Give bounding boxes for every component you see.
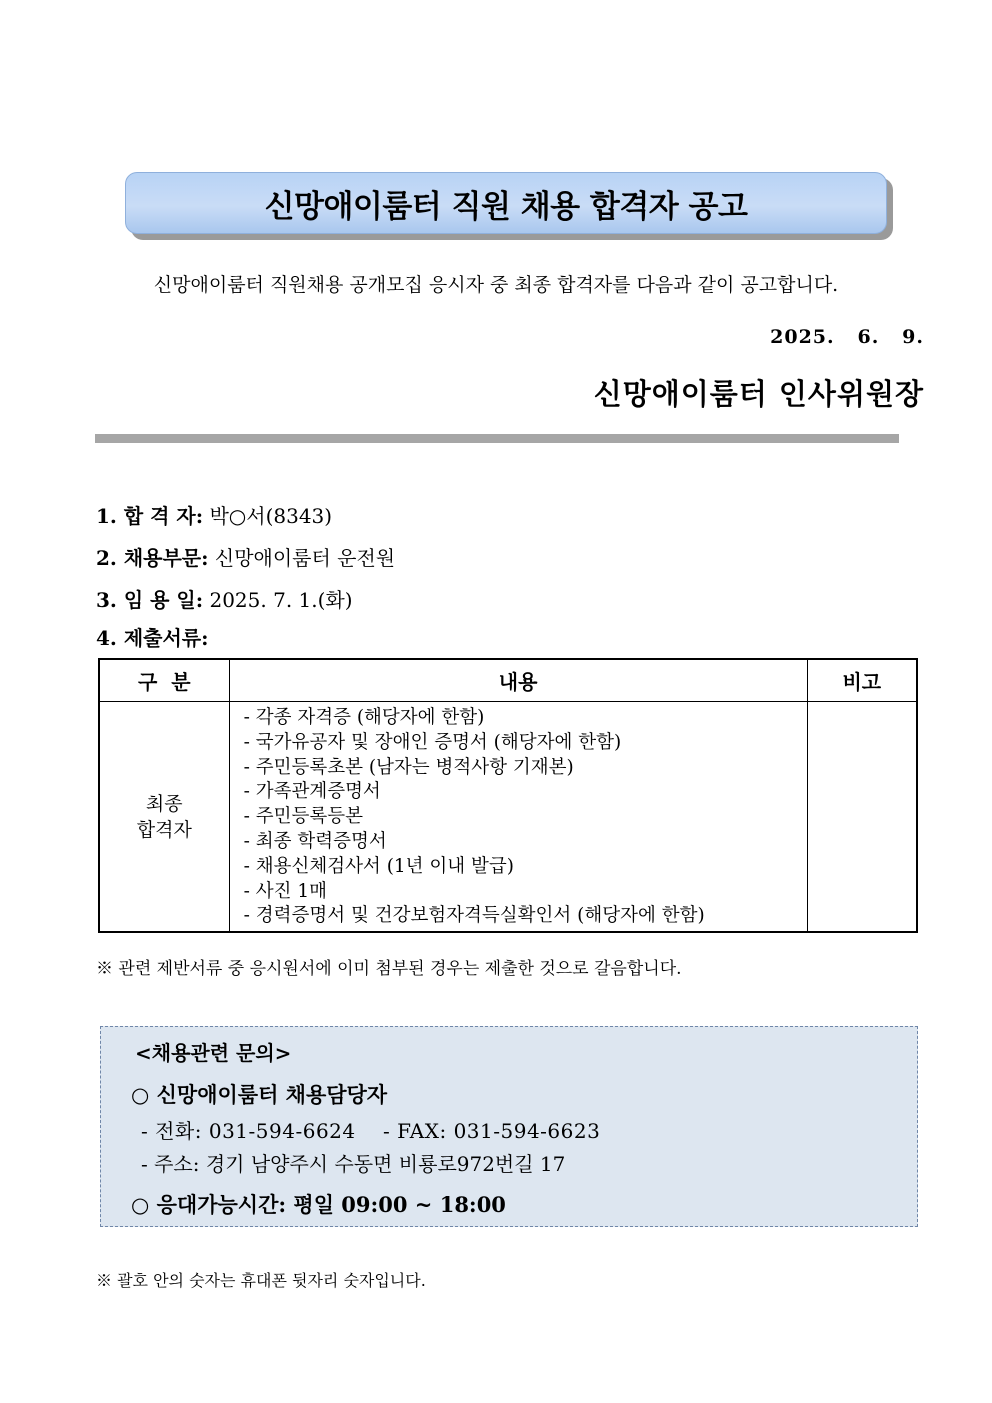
contact-manager: ○ 신망애이룸터 채용담당자 <box>131 1082 388 1107</box>
item-value: 신망애이룸터 운전원 <box>208 546 396 570</box>
category-line: 최종 <box>145 792 183 815</box>
list-item: - 주민등록등본 <box>243 806 363 828</box>
item-start-date <box>96 584 353 613</box>
item-label: 1. 합 격 자: <box>96 504 204 528</box>
item-successful-applicant <box>96 500 332 529</box>
contact-address: - 주소: 경기 남양주시 수동면 비룡로972번길 17 <box>141 1152 566 1176</box>
list-item: - 주민등록초본 (남자는 병적사항 기재본) <box>243 756 574 778</box>
document-list-cell <box>229 702 807 933</box>
signer: 신망애이룸터 인사위원장 <box>593 377 924 411</box>
category-line: 합격자 <box>136 818 192 841</box>
announcement-date: 2025. 6. 9. <box>770 326 924 348</box>
header-content: 내용 <box>229 659 807 702</box>
list-item: - 최종 학력증명서 <box>243 830 387 852</box>
page-title: 신망애이룸터 직원 채용 합격자 공고 <box>264 188 748 225</box>
list-item: - 가족관계증명서 <box>243 781 381 803</box>
remark-cell <box>807 702 917 933</box>
document-list <box>244 706 807 929</box>
intro-text: 신망애이룸터 직원채용 공개모집 응시자 중 최종 합격자를 다음과 같이 공고합니다. <box>153 274 839 296</box>
list-item: - 채용신체검사서 (1년 이내 발급) <box>243 855 515 877</box>
documents-table <box>98 658 918 933</box>
header-category: 구 분 <box>99 659 229 702</box>
list-item: - 경력증명서 및 건강보험자격득실확인서 (해당자에 한함) <box>243 905 705 927</box>
item-documents <box>96 622 209 651</box>
contact-box <box>100 1026 918 1227</box>
footer-note: ※ 괄호 안의 숫자는 휴대폰 뒷자리 숫자입니다. <box>96 1271 426 1290</box>
table-header-row <box>99 659 917 702</box>
table-note: ※ 관련 제반서류 중 응시원서에 이미 첨부된 경우는 제출한 것으로 갈음합니다. <box>96 959 682 979</box>
item-value: 박○서(8343) <box>203 504 333 528</box>
title-banner <box>125 172 887 234</box>
contact-heading: <채용관련 문의> <box>135 1041 292 1065</box>
divider <box>95 434 899 443</box>
category-cell <box>99 702 229 933</box>
item-label: 3. 임 용 일: <box>96 588 204 612</box>
contact-phone: - 전화: 031-594-6624 - FAX: 031-594-6623 <box>141 1119 601 1143</box>
item-department <box>96 542 395 571</box>
table-row <box>99 702 917 933</box>
contact-hours: ○ 응대가능시간: 평일 09:00 ~ 18:00 <box>131 1192 506 1217</box>
list-item: - 각종 자격증 (해당자에 한함) <box>243 707 485 728</box>
item-value: 2025. 7. 1.(화) <box>203 588 353 612</box>
list-item: - 국가유공자 및 장애인 증명서 (해당자에 한함) <box>243 731 622 753</box>
header-remark: 비고 <box>807 659 917 702</box>
item-label: 2. 채용부문: <box>96 546 209 570</box>
item-label: 4. 제출서류: <box>96 626 209 650</box>
list-item: - 사진 1매 <box>243 880 327 902</box>
